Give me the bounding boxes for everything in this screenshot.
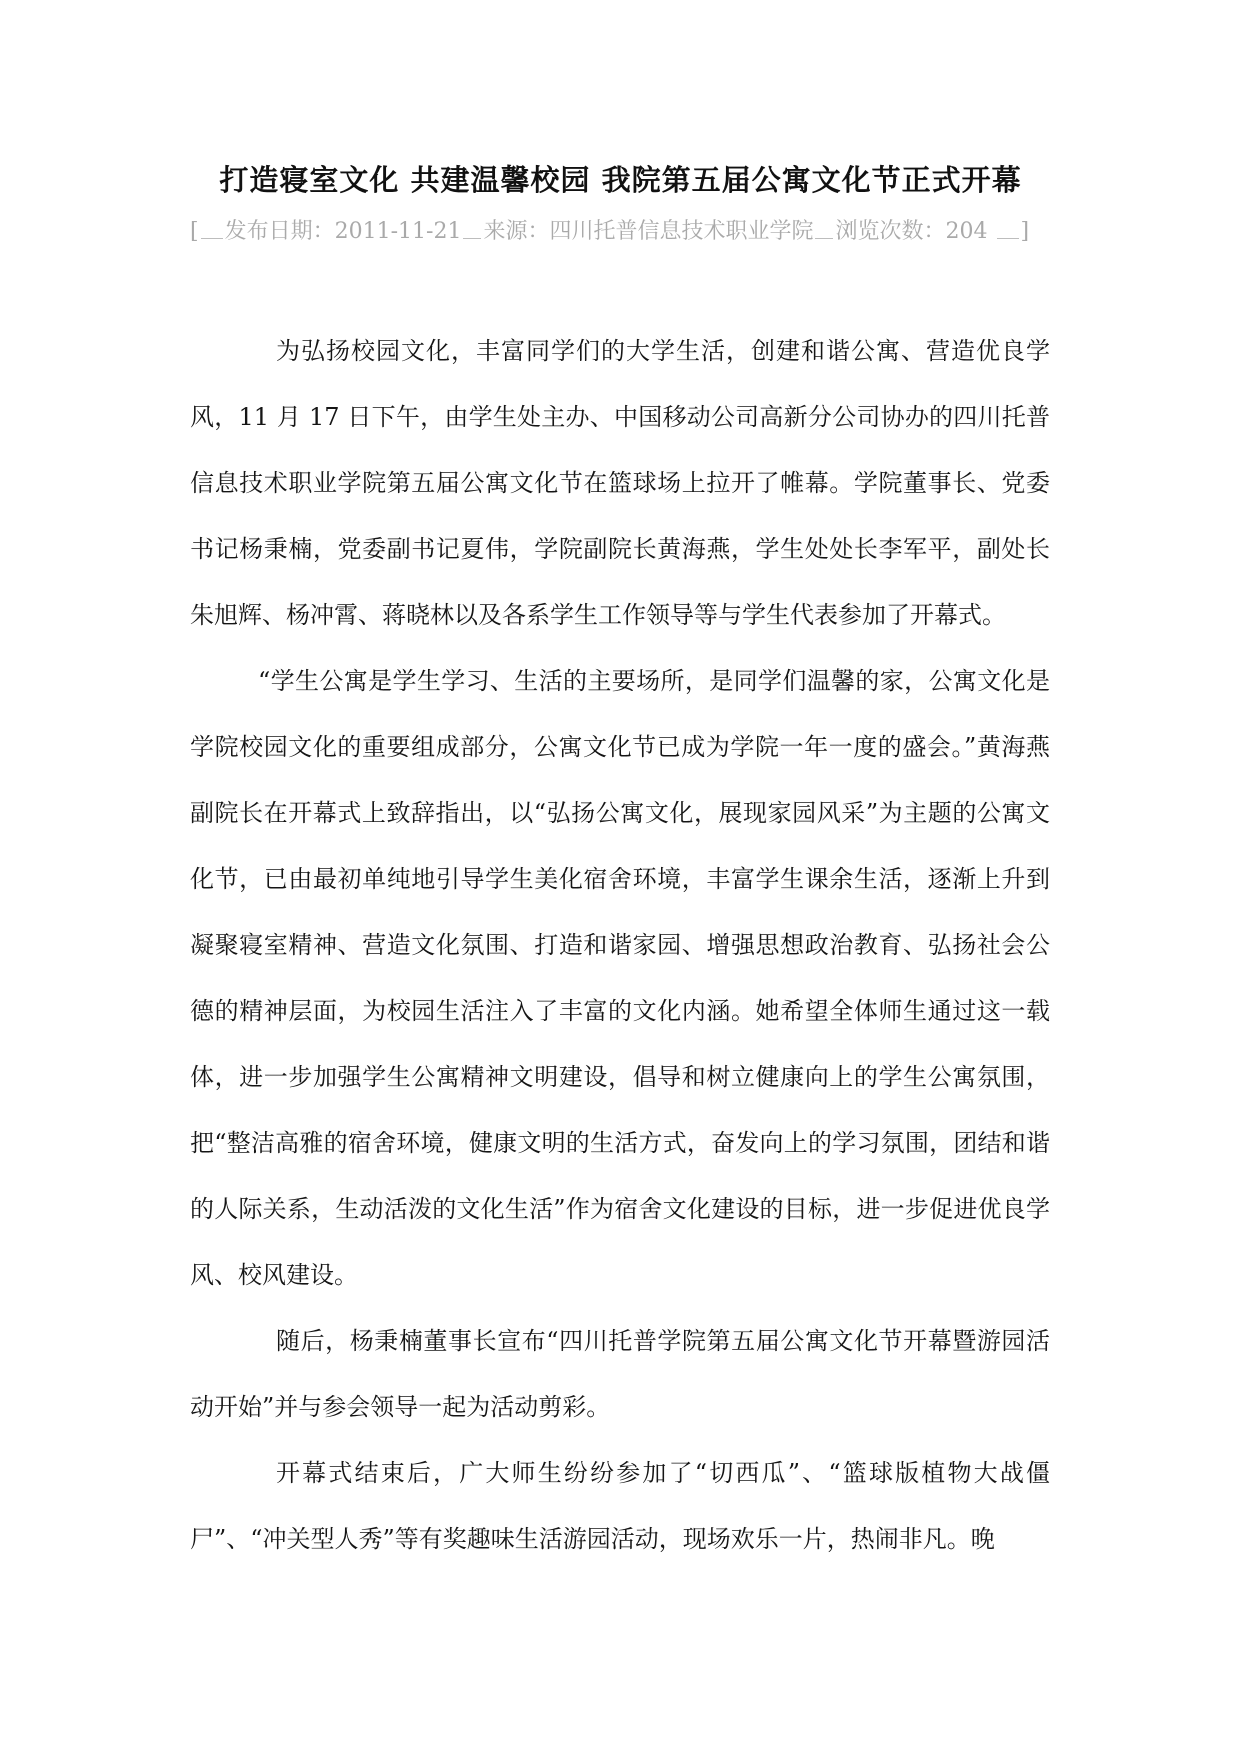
meta-views-label: 浏览次数： (835, 219, 946, 244)
article-body (190, 318, 1050, 1572)
meta-separator (815, 218, 833, 239)
article-paragraph: 开幕式结束后，广大师生纷纷参加了“切西瓜”、“篮球版植物大战僵尸”、“冲关型人秀”等有奖趣味生活游园活动，现场欢乐一片，热闹非凡。晚 (190, 1459, 1050, 1553)
article-meta (190, 213, 1060, 251)
meta-source-label: 来源： (483, 219, 550, 244)
meta-separator (463, 218, 481, 239)
article-paragraph: 为弘扬校园文化，丰富同学们的大学生活，创建和谐公寓、营造优良学风，11 月 17 日下午，由学生处主办、中国移动公司高新分公司协办的四川托普信息技术职业学院第五届公寓文化节在篮球场上拉开了帷幕。学院董事长、党委书记杨秉楠，党委副书记夏伟，学院副院长黄海燕，学生处处长李军平，副处长朱旭辉、杨冲霄、蒋晓林以及各系学生工作领导等与学生代表参加了开幕式。 (190, 337, 1050, 629)
meta-separator (997, 218, 1019, 239)
article-paragraph: “学生公寓是学生学习、生活的主要场所，是同学们温馨的家，公寓文化是学院校园文化的重要组成部分，公寓文化节已成为学院一年一度的盛会。”黄海燕副院长在开幕式上致辞指出，以“弘扬公寓文化，展现家园风采”为主题的公寓文化节，已由最初单纯地引导学生美化宿舍环境，丰富学生课余生活，逐渐上升到凝聚寝室精神、营造文化氛围、打造和谐家园、增强思想政治教育、弘扬社会公德的精神层面，为校园生活注入了丰富的文化内涵。她希望全体师生通过这一载体，进一步加强学生公寓精神文明建设，倡导和树立健康向上的学生公寓氛围，把“整洁高雅的宿舍环境，健康文明的生活方式，奋发向上的学习氛围，团结和谐的人际关系，生动活泼的文化生活”作为宿舍文化建设的目标，进一步促进优良学风、校风建设。 (190, 667, 1050, 1289)
article-paragraph: 随后，杨秉楠董事长宣布“四川托普学院第五届公寓文化节开幕暨游园活动开始”并与参会领导一起为活动剪彩。 (190, 1327, 1050, 1421)
article-title: 打造寝室文化 共建温馨校园 我院第五届公寓文化节正式开幕 (219, 163, 1022, 197)
meta-source: 四川托普信息技术职业学院 (549, 219, 814, 244)
meta-separator (201, 218, 223, 239)
meta-date: 2011-11-21 (334, 219, 462, 244)
meta-open-bracket: [ (190, 219, 199, 244)
meta-close-bracket: ] (1020, 219, 1030, 244)
meta-date-label: 发布日期： (224, 219, 335, 244)
meta-views: 204 (945, 219, 988, 244)
